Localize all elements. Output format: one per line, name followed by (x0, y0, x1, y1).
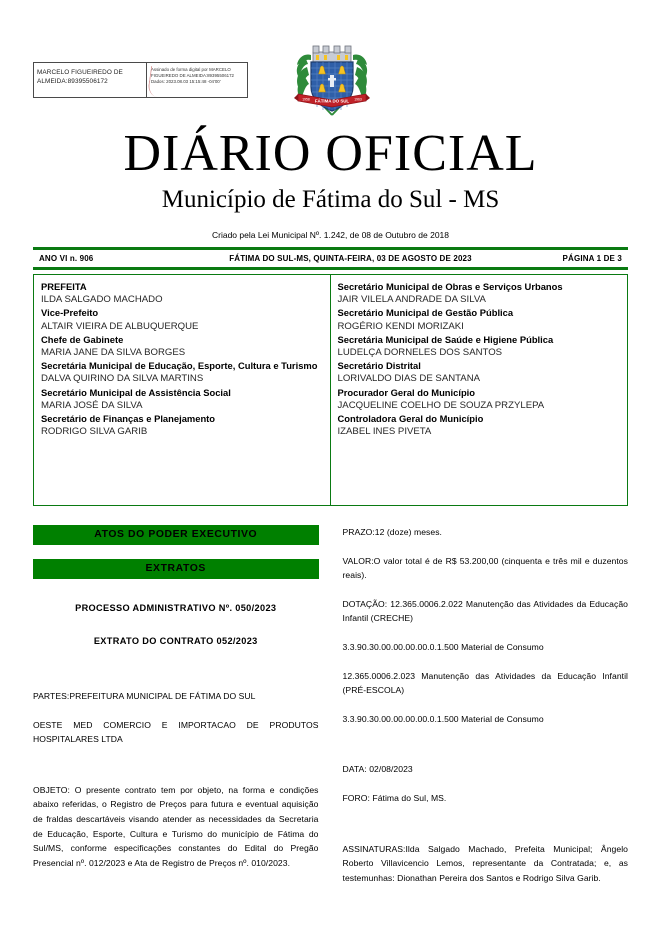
spacer (33, 667, 319, 689)
official-entry (41, 412, 323, 438)
official-entry (338, 306, 621, 332)
official-name: MARIA JANE DA SILVA BORGES (41, 347, 186, 359)
official-role: Secretário Municipal de Assistência Social (41, 386, 231, 398)
officials-column-left (34, 275, 331, 505)
official-name: ALTAIR VIEIRA DE ALBUQUERQUE (41, 320, 199, 332)
infobar-edition: ANO VI n. 906 (39, 254, 94, 263)
official-entry (338, 359, 621, 385)
crest-ribbon-right: 1963 (354, 97, 362, 102)
official-role: Vice-Prefeito (41, 307, 99, 319)
official-name: LORIVALDO DIAS DE SANTANA (337, 373, 481, 385)
masthead (0, 126, 661, 242)
masthead-subtitle: Município de Fátima do Sul - MS (161, 186, 500, 213)
official-role: Chefe de Gabinete (41, 333, 124, 345)
crest-ribbon-left: 1958 (302, 97, 310, 102)
official-entry (41, 280, 323, 306)
content-column-left (33, 525, 319, 925)
official-role: Procurador Geral do Município (337, 386, 476, 398)
section-banner-extratos: EXTRATOS (33, 559, 319, 579)
dotacao-2-text: 12.365.0006.2.023 Manutenção das Atividades da Educação Infantil (PRÉ-ESCOLA) (342, 670, 628, 696)
official-name: ILDA SALGADO MACHADO (41, 294, 163, 306)
spacer (343, 740, 629, 762)
signature-name (34, 63, 146, 97)
extrato-heading: EXTRATO DO CONTRATO 052/2023 (93, 636, 258, 646)
signature-name-line1: MARCELO FIGUEIREDO DE (37, 69, 123, 76)
contratada-text: OESTE MED COMERCIO E IMPORTACAO DE PRODUTOS HOSPITALARES LTDA (33, 719, 319, 745)
official-entry (41, 359, 323, 385)
page-title: DIÁRIO OFICIAL (123, 125, 538, 182)
official-name: DALVA QUIRINO DA SILVA MARTINS (41, 373, 204, 385)
signature-detail-line1: Assinado de forma digital por MARCELO (151, 67, 231, 72)
officials-box (33, 274, 628, 506)
crest-ribbon-text: FÁTIMA DO SUL (314, 98, 350, 104)
processo-heading: PROCESSO ADMINISTRATIVO Nº. 050/2023 (75, 603, 277, 613)
official-entry (338, 386, 621, 412)
official-role: Secretária Municipal de Educação, Esporte, Cultura e Turismo (41, 360, 318, 372)
spacer (343, 820, 629, 842)
infobar-date: FÁTIMA DO SUL-MS, QUINTA-FEIRA, 03 DE AGOSTO DE 2023 (229, 254, 472, 263)
official-name: JAIR VILELA ANDRADE DA SILVA (337, 294, 486, 306)
data-text: DATA: 02/08/2023 (342, 764, 413, 775)
assinaturas-text: ASSINATURAS:Ilda Salgado Machado, Prefeita Municipal; Ângelo Roberto Villavicencio Lemos, representante da Contratada; e, as testemunhas: Dionathan Pereira dos Santos e Rodrigo Silva Garib. (342, 843, 628, 883)
spacer (33, 761, 319, 783)
official-entry (41, 333, 323, 359)
objeto-text: OBJETO: O presente contrato tem por objeto, na forma e condições abaixo referidas, o Registro de Preços para futura e eventual aquisição de fraldas descartáveis visando atender as necessidades da Secretaria de Educação, Esporte, Cultura e Turismo do município de Fátima do Sul/MS, conforme especificações constantes do Edital do Pregão Presencial nº. 012/2023 e Ata de Registro de Preços nº. 010/2023. (33, 784, 319, 868)
official-name: MARIA JOSÉ DA SILVA (41, 399, 143, 411)
official-name: RODRIGO SILVA GARIB (41, 426, 148, 438)
official-role: PREFEITA (41, 281, 87, 292)
official-role: Secretário Distrital (337, 360, 421, 372)
official-name: LUDELÇA DORNELES DOS SANTOS (337, 347, 503, 359)
official-name: IZABEL INES PIVETA (337, 426, 432, 438)
officials-column-right (331, 275, 628, 505)
official-entry (41, 386, 323, 412)
official-role: Secretário de Finanças e Planejamento (41, 413, 216, 425)
masthead-law-reference: Criado pela Lei Municipal Nº. 1.242, de 08 de Outubro de 2018 (211, 230, 449, 240)
official-entry (41, 306, 323, 332)
prazo-text: PRAZO:12 (doze) meses. (342, 527, 442, 537)
section-banner-atos: ATOS DO PODER EXECUTIVO (33, 525, 319, 545)
digital-signature-stamp (33, 62, 248, 98)
official-role: Secretário Municipal de Gestão Pública (337, 307, 514, 319)
official-role: Secretária Municipal de Saúde e Higiene Pública (337, 333, 554, 345)
signature-flourish-icon (147, 66, 168, 98)
signature-detail-line2: FIGUEIREDO DE ALMEIDA:89395506172 (151, 73, 234, 79)
official-role: Controladora Geral do Município (337, 413, 484, 425)
elemento-despesa-1: 3.3.90.30.00.00.00.00.0.1.500 Material de Consumo (342, 641, 544, 652)
valor-text: VALOR:O valor total é de R$ 53.200,00 (cinquenta e três mil e duzentos reais). (342, 555, 628, 581)
official-name: JACQUELINE COELHO DE SOUZA PRZYLEPA (337, 399, 545, 411)
partes-text: PARTES:PREFEITURA MUNICIPAL DE FÁTIMA DO SUL (33, 691, 256, 701)
signature-details (147, 63, 247, 97)
coat-of-arms-icon (293, 31, 371, 123)
official-entry (338, 333, 621, 359)
official-name: ROGÉRIO KENDI MORIZAKI (337, 320, 464, 332)
signature-detail-line3: Dados: 2023.08.03 15:15:48 -04'00' (151, 79, 221, 85)
content-column-right (343, 525, 629, 925)
official-role: Secretário Municipal de Obras e Serviços Urbanos (337, 281, 563, 292)
elemento-despesa-2: 3.3.90.30.00.00.00.00.0.1.500 Material de Consumo (342, 713, 544, 724)
signature-name-line2: ALMEIDA:89395506172 (37, 78, 108, 85)
dotacao-text: DOTAÇÃO: 12.365.0006.2.022 Manutenção das Atividades da Educação Infantil (CRECHE) (342, 598, 628, 624)
infobar-page-number: PÁGINA 1 DE 3 (562, 254, 622, 263)
official-entry (338, 280, 621, 306)
infobar (33, 250, 628, 267)
foro-text: FORO: Fátima do Sul, MS. (342, 792, 447, 803)
content-columns (33, 525, 628, 925)
official-entry (338, 412, 621, 438)
infobar-rule-bottom (33, 267, 628, 270)
